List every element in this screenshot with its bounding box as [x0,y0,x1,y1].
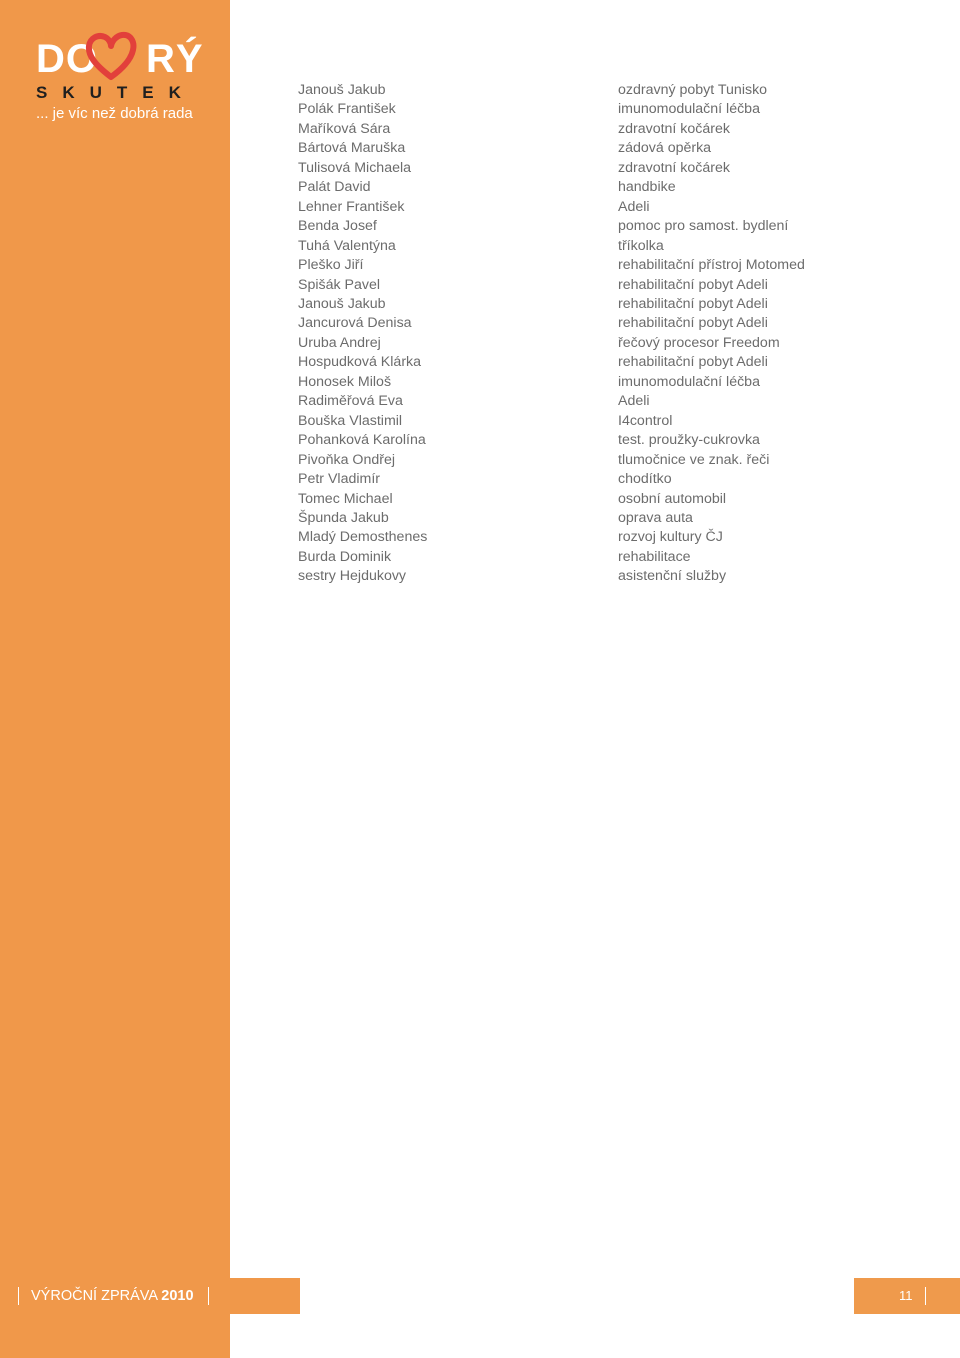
support-item: ozdravný pobyt Tunisko [618,82,768,98]
support-item: Adeli [618,198,650,215]
recipient-name: Tulisová Michaela [298,159,412,176]
support-item: rehabilitační pobyt Adeli [618,315,768,332]
recipient-name: Pleško Jiří [298,257,364,274]
recipient-name: Radiměřová Eva [298,393,403,410]
support-item: oprava auta [618,509,693,526]
recipient-name: Mladý Demosthenes [298,529,428,546]
support-item: imunomodulační léčba [618,373,760,390]
recipient-name: Palát David [298,179,371,196]
support-item: Adeli [618,393,650,410]
recipient-name: Jancurová Denisa [298,315,412,332]
logo-tagline: ... je víc než dobrá rada [36,105,193,122]
orange-sidebar [0,0,230,1358]
footer-title [31,1287,194,1305]
support-item: rehabilitační pobyt Adeli [618,276,768,293]
support-item: rehabilitační pobyt Adeli [618,295,768,312]
recipient-name: Janouš Jakub [298,295,386,312]
support-item: rozvoj kultury ČJ [618,529,723,546]
recipient-name: Pivoňka Ondřej [298,451,395,468]
footer-white-band [300,1278,854,1314]
recipients-list [298,81,427,587]
support-item: imunomodulační léčba [618,101,760,118]
support-item: tříkolka [618,237,664,254]
report-title: VÝROČNÍ ZPRÁVA [31,1288,158,1304]
recipient-name: Petr Vladimír [298,471,380,488]
heart-icon [84,31,138,83]
support-item: handbike [618,179,676,196]
footer-divider [208,1287,209,1305]
support-item: I4control [618,412,673,429]
recipient-name: Tomec Michael [298,490,393,507]
page-number: 11 [899,1288,913,1303]
support-item: zdravotní kočárek [618,120,730,137]
recipient-name: Maříková Sára [298,120,391,137]
support-item: zádová opěrka [618,140,712,157]
report-year: 2010 [161,1288,194,1304]
recipient-name: Uruba Andrej [298,334,381,351]
dobry-skutek-logo [36,34,206,134]
recipient-name: Benda Josef [298,218,377,235]
recipient-name: Pohanková Karolína [298,432,426,449]
recipient-name: Spišák Pavel [298,276,381,293]
logo-subword: SKUTEK [36,83,196,102]
support-item: rehabilitace [618,548,691,565]
recipient-name: Bouška Vlastimil [298,412,403,429]
recipient-name: Špunda Jakub [298,509,389,526]
recipient-name: sestry Hejdukovy [298,568,407,585]
support-item: pomoc pro samost. bydlení [618,218,789,235]
logo-word-right: RÝ [146,37,204,81]
logo-word-left: DO [36,37,98,81]
footer-divider [18,1287,19,1305]
recipient-name: Honosek Miloš [298,373,392,390]
recipient-name: Janouš Jakub [298,82,386,98]
support-item: chodítko [618,471,672,488]
support-list [618,81,805,587]
support-item: osobní automobil [618,490,727,507]
support-item: rehabilitační pobyt Adeli [618,354,768,371]
recipient-name: Tuhá Valentýna [298,237,396,254]
footer-bar [0,1278,960,1314]
support-item: řečový procesor Freedom [618,334,780,351]
footer-divider [925,1287,926,1305]
support-item: tlumočnice ve znak. řeči [618,451,770,468]
support-item: rehabilitační přístroj Motomed [618,257,805,274]
support-item: test. proužky-cukrovka [618,432,760,449]
recipient-name: Hospudková Klárka [298,354,422,371]
recipient-name: Polák František [298,101,396,118]
recipient-name: Bártová Maruška [298,140,406,157]
support-item: asistenční služby [618,568,727,585]
recipient-name: Lehner František [298,198,405,215]
support-item: zdravotní kočárek [618,159,730,176]
recipient-name: Burda Dominik [298,548,392,565]
